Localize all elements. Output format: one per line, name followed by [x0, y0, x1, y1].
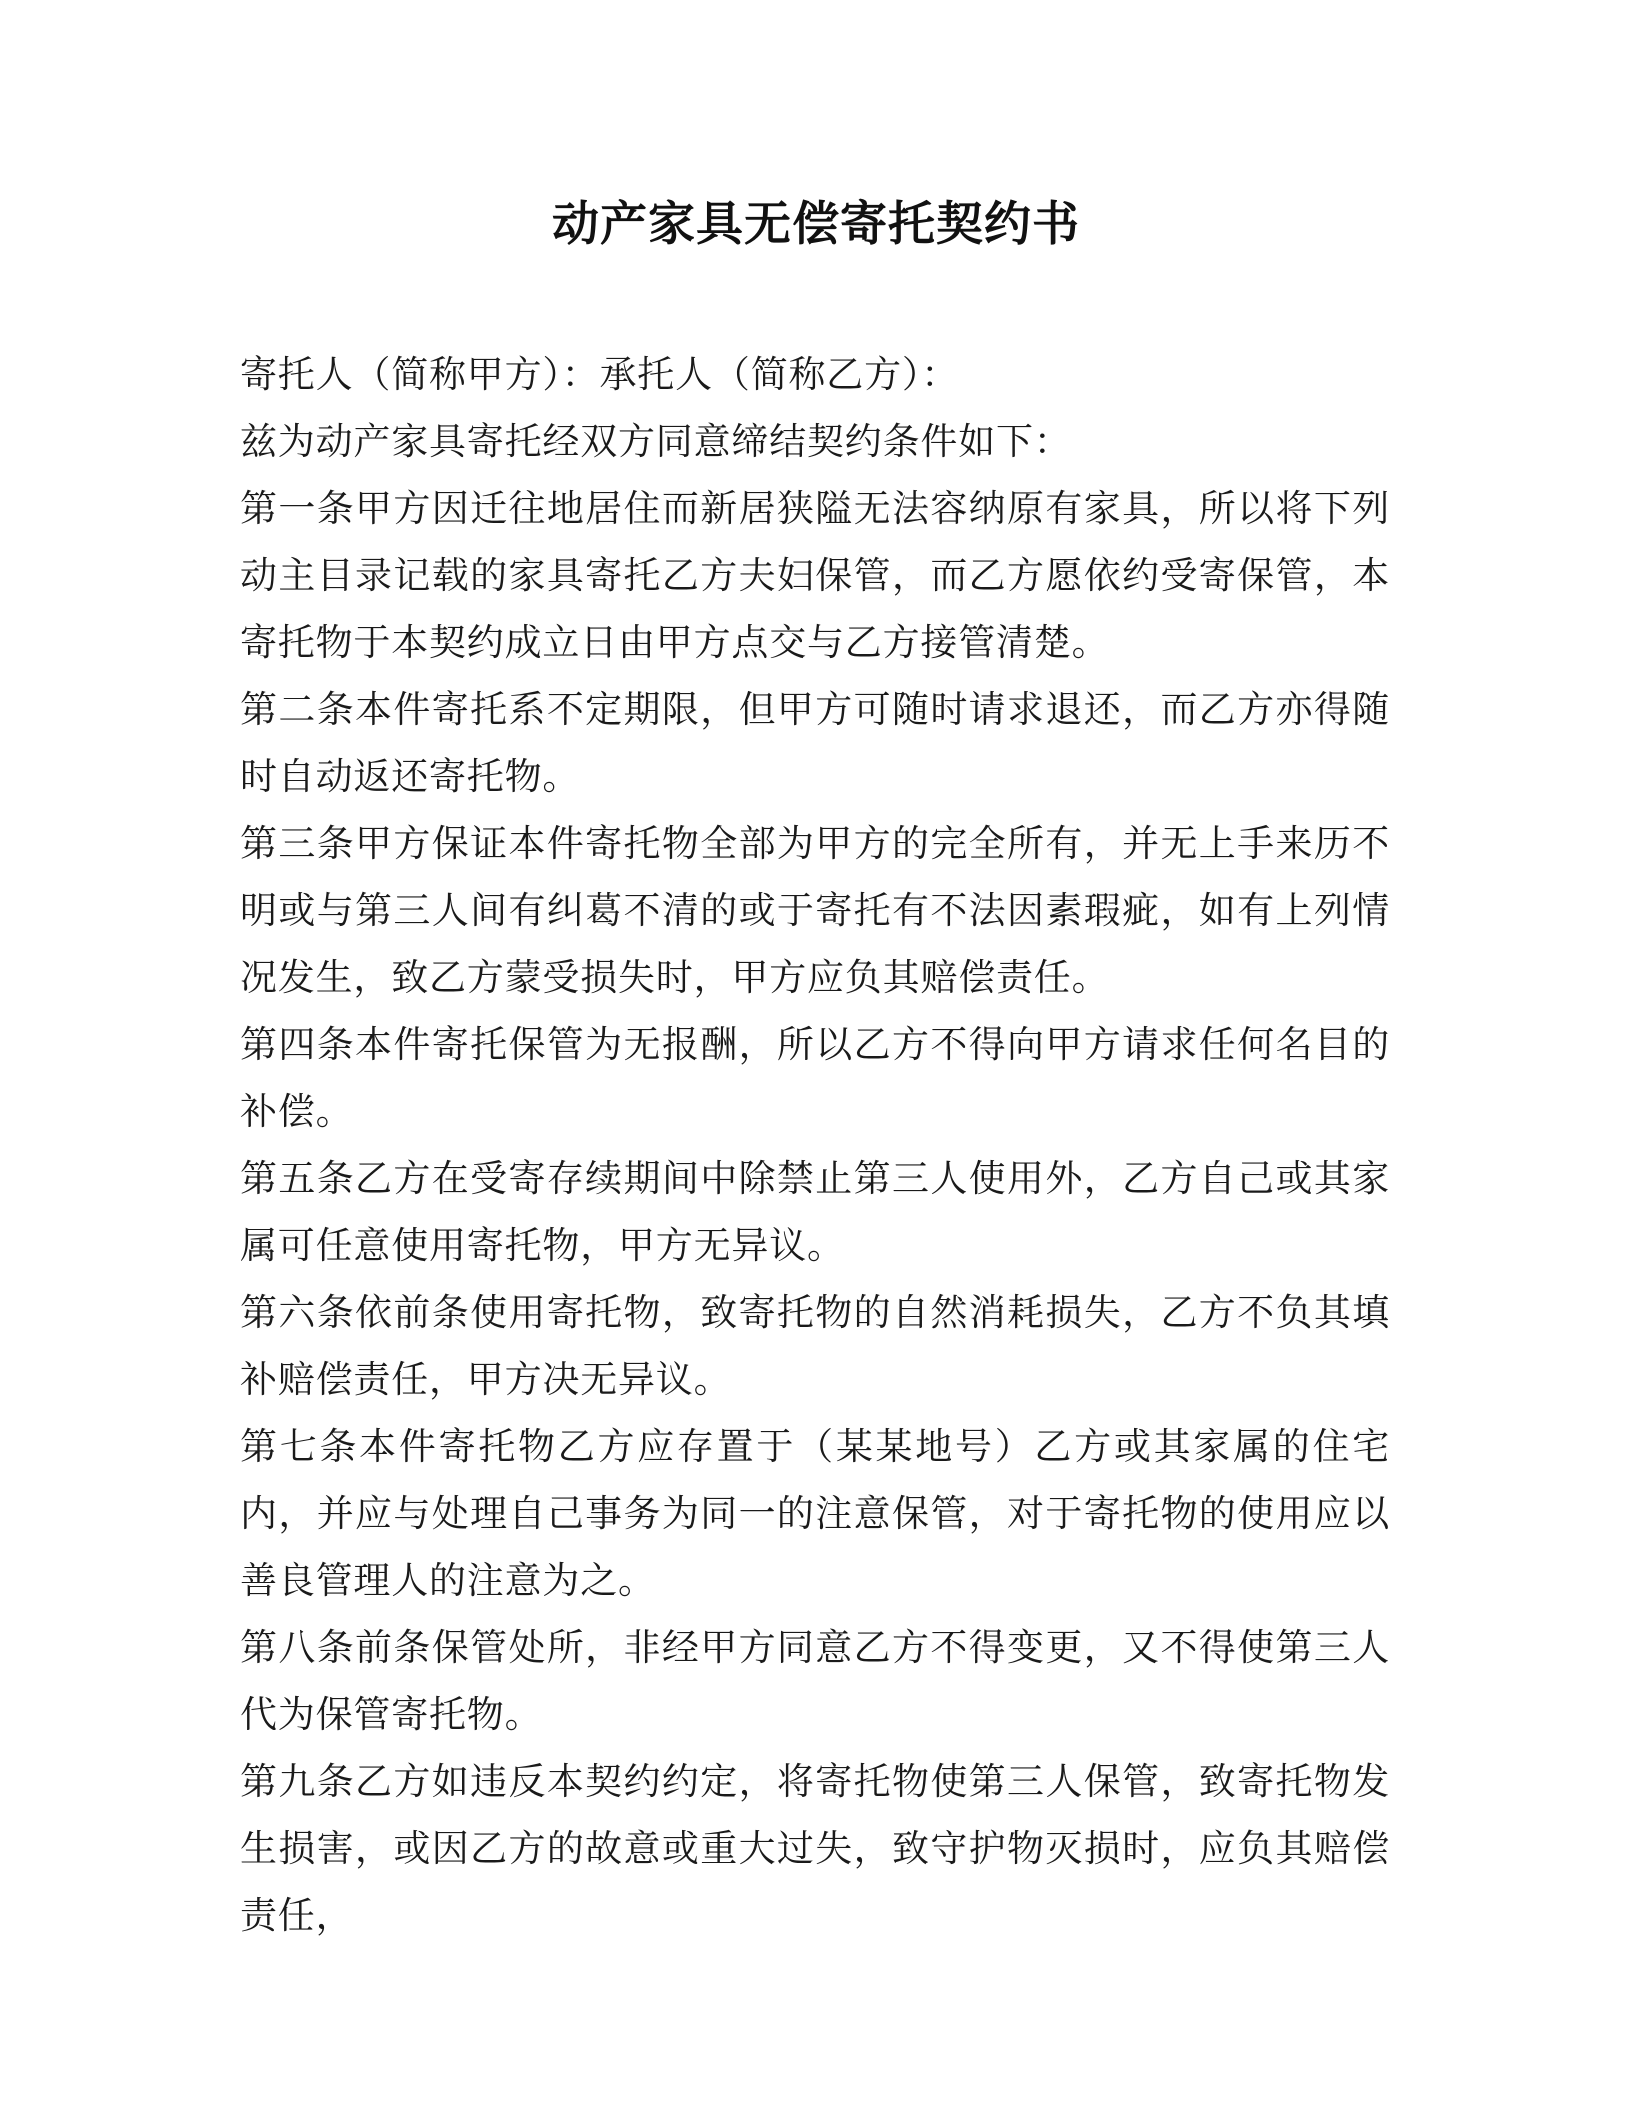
article-3: 第三条甲方保证本件寄托物全部为甲方的完全所有，并无上手来历不明或与第三人间有纠葛不清的或于寄托有不法因素瑕疵，如有上列情况发生，致乙方蒙受损失时，甲方应负其赔偿责任。	[240, 822, 1390, 999]
party-line: 寄托人（简称甲方）：承托人（简称乙方）：	[240, 353, 959, 396]
article-8: 第八条前条保管处所，非经甲方同意乙方不得变更，又不得使第三人代为保管寄托物。	[240, 1626, 1390, 1736]
document-title: 动产家具无偿寄托契约书	[552, 197, 1080, 252]
article-6: 第六条依前条使用寄托物，致寄托物的自然消耗损失，乙方不负其填补赔偿责任，甲方决无异议。	[240, 1291, 1390, 1401]
document-body	[240, 341, 1390, 1949]
article-9: 第九条乙方如违反本契约约定，将寄托物使第三人保管，致寄托物发生损害，或因乙方的故意或重大过失，致守护物灭损时，应负其赔偿责任，	[240, 1760, 1390, 1937]
article-1: 第一条甲方因迁往地居住而新居狭隘无法容纳原有家具，所以将下列动主目录记载的家具寄托乙方夫妇保管，而乙方愿依约受寄保管，本寄托物于本契约成立日由甲方点交与乙方接管清楚。	[240, 487, 1390, 664]
article-5: 第五条乙方在受寄存续期间中除禁止第三人使用外，乙方自己或其家属可任意使用寄托物，甲方无异议。	[240, 1157, 1390, 1267]
article-2: 第二条本件寄托系不定期限，但甲方可随时请求退还，而乙方亦得随时自动返还寄托物。	[240, 688, 1390, 798]
article-7: 第七条本件寄托物乙方应存置于（某某地号）乙方或其家属的住宅内，并应与处理自己事务为同一的注意保管，对于寄托物的使用应以善良管理人的注意为之。	[240, 1425, 1390, 1602]
article-4: 第四条本件寄托保管为无报酬，所以乙方不得向甲方请求任何名目的补偿。	[240, 1023, 1390, 1133]
intro-paragraph: 兹为动产家具寄托经双方同意缔结契约条件如下：	[240, 420, 1072, 463]
